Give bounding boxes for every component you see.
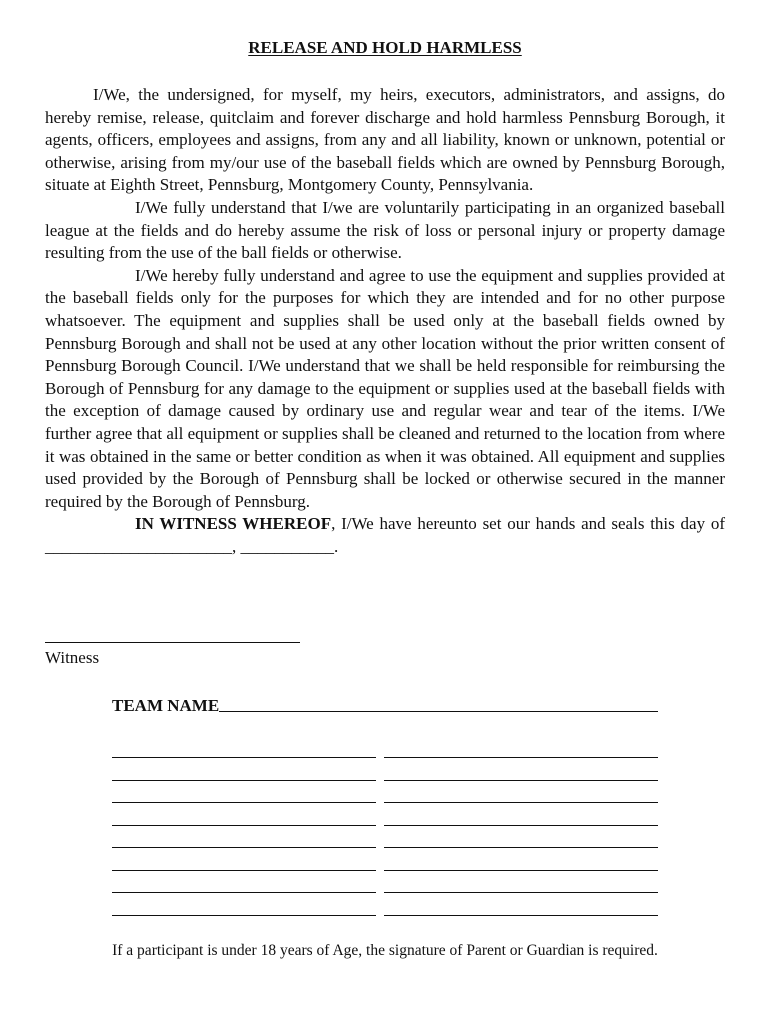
team-name-row	[112, 694, 658, 716]
signature-row	[112, 825, 658, 826]
signature-line-right[interactable]	[384, 915, 658, 916]
signature-line-right[interactable]	[384, 802, 658, 803]
witness-whereof-heading: IN WITNESS WHEREOF	[135, 514, 332, 534]
witness-signature-line[interactable]	[45, 642, 300, 643]
signature-row	[112, 780, 658, 781]
signature-row	[112, 892, 658, 893]
signature-line-right[interactable]	[384, 892, 658, 893]
signature-row	[112, 802, 658, 803]
signature-line-left[interactable]	[112, 802, 376, 803]
document-title: RELEASE AND HOLD HARMLESS	[248, 38, 522, 57]
signature-line-right[interactable]	[384, 757, 658, 758]
team-name-field[interactable]	[219, 710, 658, 712]
signature-row	[112, 847, 658, 848]
signature-row	[112, 870, 658, 871]
signature-row	[112, 915, 658, 916]
signature-line-left[interactable]	[112, 757, 376, 758]
signature-line-left[interactable]	[112, 870, 376, 871]
signature-line-left[interactable]	[112, 825, 376, 826]
risk-paragraph: I/We fully understand that I/we are voluntarily participating in an organized baseball league at the fields and do hereby assume the risk of loss or personal injury or property damage resulting from the use of the ball fields or otherwise.	[45, 197, 725, 263]
witness-whereof-text: , I/We have hereunto set our hands and seals this day of ______________________, ___________.	[45, 514, 725, 556]
signature-line-left[interactable]	[112, 915, 376, 916]
signature-line-left[interactable]	[112, 780, 376, 781]
release-paragraph: I/We, the undersigned, for myself, my heirs, executors, administrators, and assigns, do hereby remise, release, quitclaim and forever discharge and hold harmless Pennsburg Borough, it agents, officers, employees and assigns, from any and all liability, known or unknown, potential or otherwise, arising from my/our use of the baseball fields which are owned by Pennsburg Borough, situate at Eighth Street, Pennsburg, Montgomery County, Pennsylvania.	[45, 85, 725, 195]
signature-line-right[interactable]	[384, 847, 658, 848]
equipment-paragraph: I/We hereby fully understand and agree to use the equipment and supplies provided at the baseball fields only for the purposes for which they are intended and for no other purpose whatsoever. The equipment and supplies shall be used only at the baseball fields owned by Pennsburg Borough and shall not be used at any other location without the prior written consent of Pennsburg Borough Council. I/We understand that we shall be held responsible for reimbursing the Borough of Pennsburg for any damage to the equipment or supplies used at the baseball fields with the exception of damage caused by ordinary use and regular wear and tear of the items. I/We further agree that all equipment or supplies shall be cleaned and returned to the location from where it was obtained in the same or better condition as when it was obtained. All equipment and supplies used provided by the Borough of Pennsburg shall be locked or otherwise secured in the manner required by the Borough of Pennsburg.	[45, 265, 725, 511]
signature-line-right[interactable]	[384, 870, 658, 871]
release-body	[45, 84, 725, 558]
signature-line-right[interactable]	[384, 825, 658, 826]
signature-line-right[interactable]	[384, 780, 658, 781]
witness-label: Witness	[45, 648, 100, 667]
signature-row	[112, 757, 658, 758]
signature-line-left[interactable]	[112, 892, 376, 893]
witness-whereof-paragraph	[45, 513, 725, 558]
team-name-label: TEAM NAME	[112, 696, 220, 715]
parent-guardian-note: If a participant is under 18 years of Age, the signature of Parent or Guardian is required.	[112, 942, 658, 959]
signature-line-left[interactable]	[112, 847, 376, 848]
